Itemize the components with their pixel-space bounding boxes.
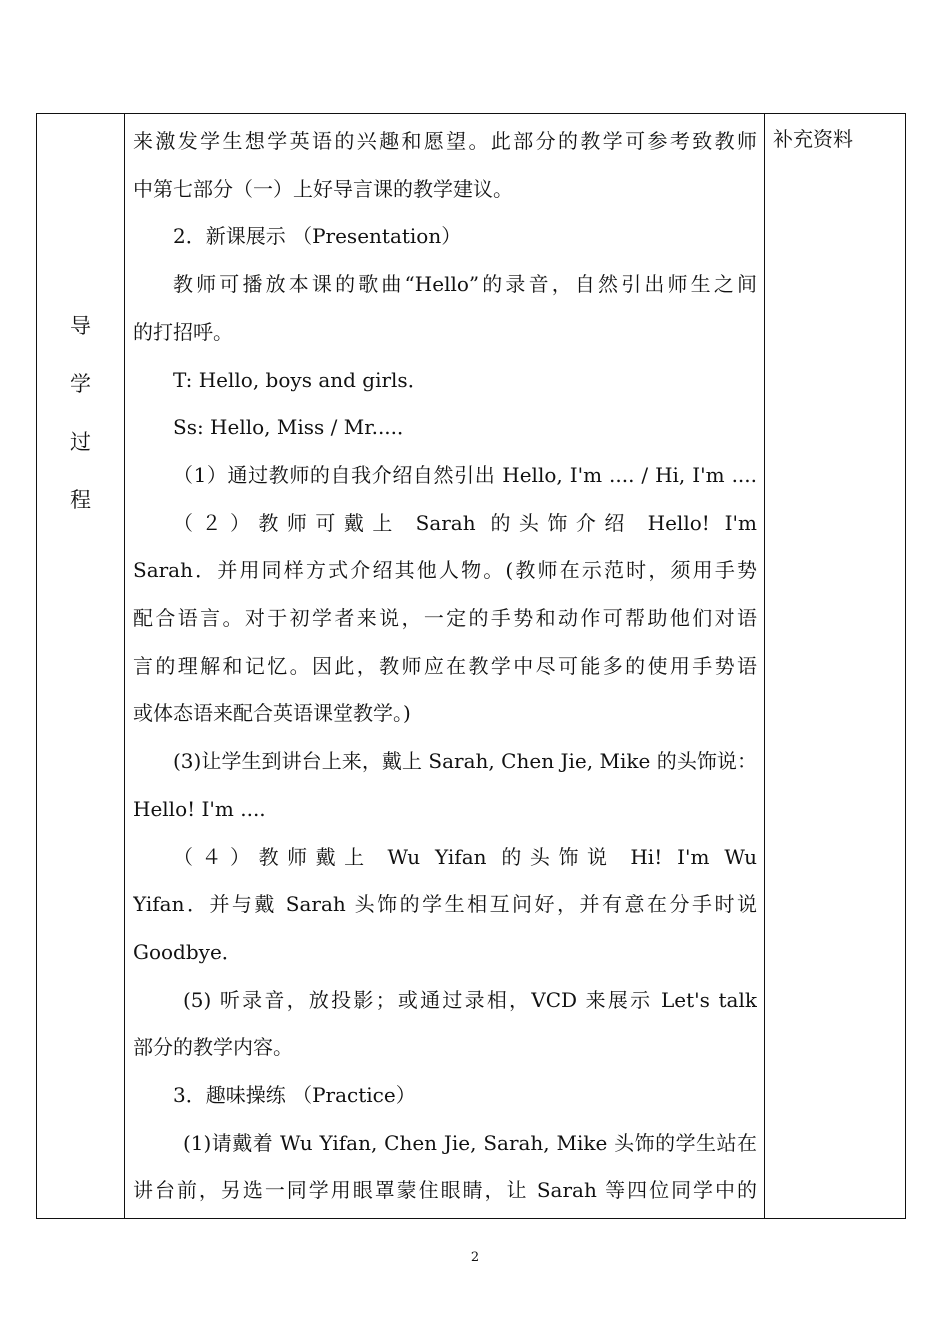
column-divider-left: [124, 114, 125, 1218]
content-line: 或体态语来配合英语课堂教学。): [133, 701, 411, 726]
content-line: 来激发学生想学英语的兴趣和愿望。此部分的教学可参考致教师: [133, 129, 757, 153]
content-line: 教师可播放本课的歌曲“Hello”的录音，自然引出师生之间: [173, 272, 757, 297]
section-label-char: 导: [70, 314, 91, 338]
section-label-cell: [37, 114, 124, 1218]
lesson-table: [36, 113, 906, 1219]
content-line: 言的理解和记忆。因此，教师应在教学中尽可能多的使用手势语: [133, 653, 757, 678]
content-line: Ss: Hello, Miss / Mr....．: [173, 415, 418, 440]
page-number: 2: [470, 1250, 480, 1265]
section-label-char: 学: [70, 372, 91, 396]
content-line: 部分的教学内容。: [133, 1035, 293, 1060]
content-line: Goodbye．: [133, 939, 242, 964]
content-line: (5) 听录音，放投影；或通过录相，VCD 来展示 Let's talk: [183, 987, 757, 1012]
section-label-char: 过: [70, 430, 91, 454]
column-divider-right: [764, 114, 765, 1218]
content-line: (1)请戴着 Wu Yifan, Chen Jie, Sarah, Mike 头饰的学生站在: [183, 1130, 757, 1155]
content-line: 讲台前，另选一同学用眼罩蒙住眼睛，让 Sarah 等四位同学中的: [133, 1178, 757, 1203]
content-line: 2．新课展示 （Presentation）: [173, 224, 462, 249]
content-line: Yifan．并与戴 Sarah 头饰的学生相互问好，并有意在分手时说: [133, 892, 757, 917]
content-line: 的打招呼。: [133, 319, 233, 344]
content-line: (3)让学生到讲台上来，戴上 Sarah, Chen Jie, Mike 的头饰说：: [173, 749, 757, 774]
content-line: Sarah．并用同样方式介绍其他人物。(教师在示范时，须用手势: [133, 558, 757, 583]
content-line: （1）通过教师的自我介绍自然引出 Hello, I'm .... / Hi, I'm ....: [173, 462, 757, 487]
content-line: （４）教师戴上 Wu Yifan 的头饰说 Hi! I'm Wu: [173, 844, 757, 869]
section-label-char: 程: [70, 488, 91, 512]
content-line: Hello! I'm ....: [133, 796, 266, 821]
supplementary-header: 补充资料: [773, 127, 853, 151]
content-line: T: Hello, boys and girls．: [173, 367, 428, 392]
content-line: 配合语言。对于初学者来说，一定的手势和动作可帮助他们对语: [133, 606, 757, 630]
content-line: 中第七部分（一）上好导言课的教学建议。: [133, 176, 513, 201]
content-line: 3．趣味操练 （Practice）: [173, 1083, 416, 1107]
content-line: （２）教师可戴上 Sarah 的头饰介绍 Hello! I'm: [173, 510, 757, 535]
